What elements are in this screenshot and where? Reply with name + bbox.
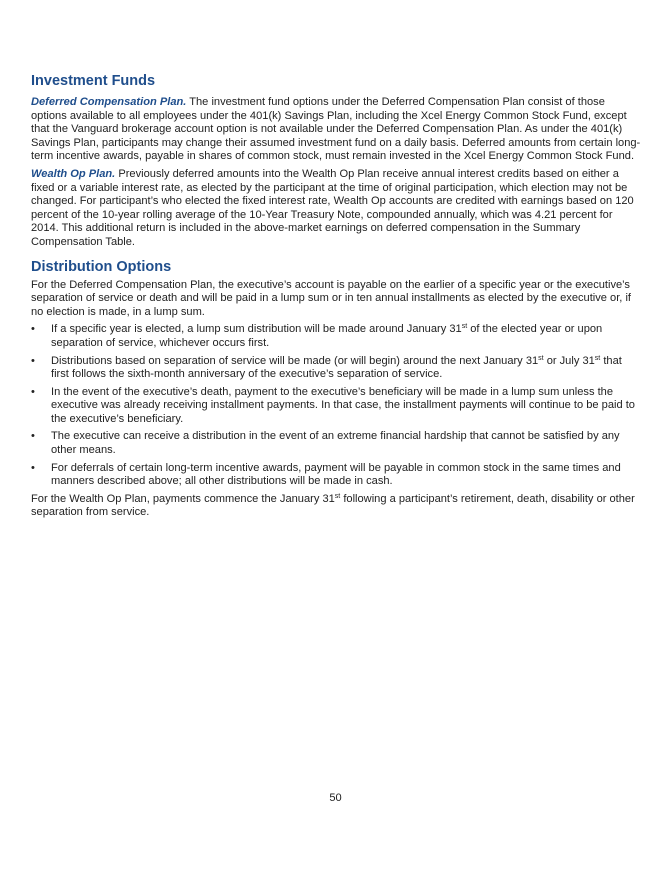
wealth-op-distribution bbox=[31, 493, 641, 520]
text: If a specific year is elected, a lump sum distribution will be made around January 31 bbox=[51, 323, 462, 336]
list-item bbox=[31, 430, 641, 457]
bullet-icon: • bbox=[31, 323, 35, 336]
list-item bbox=[31, 323, 641, 350]
lead-wealth-op: Wealth Op Plan. bbox=[31, 167, 116, 180]
text-deferred-compensation: The investment fund options under the Deferred Compensation Plan consist of those options available to all employees under the 401(k) Savings Plan, including the Xcel Energy Common Stock Fund, except that the Vanguard brokerage account option is not available under the Deferred Compensation Plan. As under the 401(k) Savings Plan, participants may change their assumed investment fund on a daily basis. Deferred amounts from certain long-term incentive awards, payable in shares of common stock, must remain invested in the Xcel Energy Common Stock Fund. bbox=[31, 96, 641, 163]
text: following a participant’s retirement, death, disability or other separation from service. bbox=[31, 492, 635, 519]
text: that first follows the sixth-month anniversary of the executive’s separation of service. bbox=[51, 354, 622, 381]
text: For deferrals of certain long-term incentive awards, payment will be payable in common stock in the same times and manners described above; all other distributions will be made in cash. bbox=[51, 461, 621, 488]
list-item bbox=[31, 386, 641, 427]
superscript: st bbox=[334, 492, 341, 500]
bullet-icon: • bbox=[31, 385, 35, 398]
bullet-icon: • bbox=[31, 461, 35, 474]
distribution-intro: For the Deferred Compensation Plan, the executive’s account is payable on the earlier of a specific year or the executive’s separation of service or death and will be paid in a lump sum or in ten annual installments as elected by the executive or, if no election is made, in a lump sum. bbox=[31, 278, 632, 318]
list-item bbox=[31, 355, 641, 382]
heading-distribution-options: Distribution Options bbox=[31, 258, 172, 275]
text: of the elected year or upon separation of service, whichever occurs first. bbox=[51, 323, 603, 349]
bullet-icon: • bbox=[31, 430, 35, 443]
paragraph-deferred-compensation bbox=[31, 96, 641, 164]
text-wealth-op: Previously deferred amounts into the Wealth Op Plan receive annual interest credits based on either a fixed or a variable interest rate, as elected by the participant at the time of original participation, which election may not be changed. For participant’s who elected the fixed interest rate, Wealth Op accounts are credited with earnings based on 120 percent of the 10-year rolling average of the 10-Year Treasury Note, compounded annually, which was 4.21 percent for 2014. This additional return is included in the above-market earnings on deferred compensation in the Summary Compensation Table. bbox=[31, 167, 634, 248]
superscript: st bbox=[594, 354, 601, 362]
text: or July 31 bbox=[543, 354, 595, 367]
text: The executive can receive a distribution in the event of an extreme financial hardship that cannot be satisfied by any other means. bbox=[51, 430, 620, 457]
text: Distributions based on separation of service will be made (or will begin) around the next January 31 bbox=[51, 354, 539, 367]
paragraph-wealth-op bbox=[31, 168, 641, 250]
distribution-list bbox=[31, 323, 641, 489]
text: In the event of the executive’s death, payment to the executive’s beneficiary will be made in a lump sum unless the executive was already receiving installment payments. In that case, the installment payments will continue to be paid to the executive’s beneficiary. bbox=[51, 385, 635, 425]
superscript: st bbox=[461, 323, 468, 331]
heading-investment-funds: Investment Funds bbox=[31, 73, 156, 89]
list-item bbox=[31, 462, 641, 489]
page-number: 50 bbox=[329, 792, 342, 804]
text: For the Wealth Op Plan, payments commence the January 31 bbox=[31, 492, 335, 505]
document-page bbox=[31, 73, 641, 524]
superscript: st bbox=[538, 354, 544, 362]
bullet-icon: • bbox=[31, 354, 35, 367]
lead-deferred-compensation: Deferred Compensation Plan. bbox=[31, 96, 187, 108]
